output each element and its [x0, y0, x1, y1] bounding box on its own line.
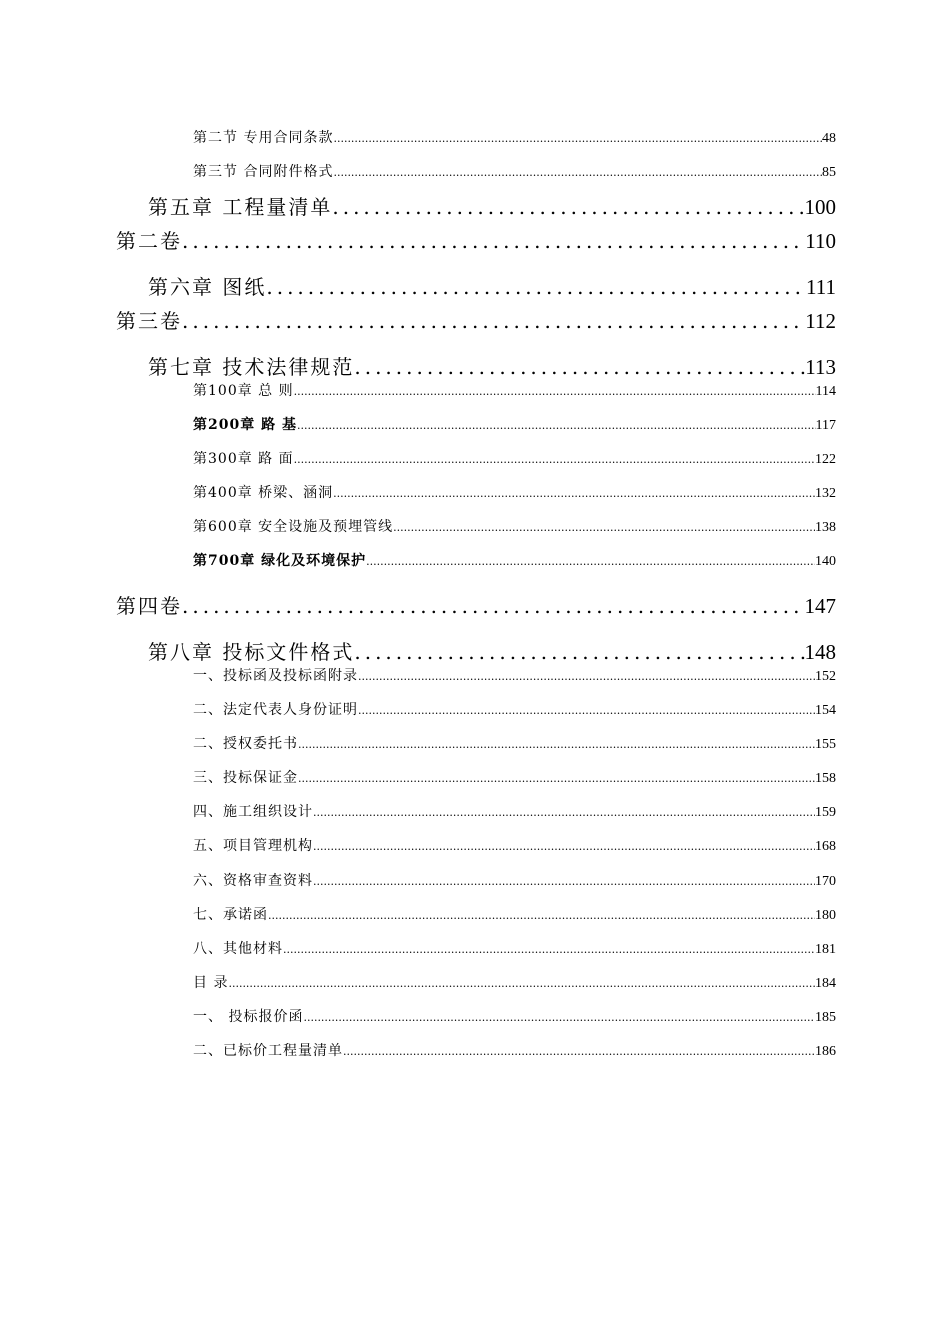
dot-leader — [182, 594, 805, 618]
toc-entry-contents[interactable] — [193, 972, 836, 992]
dot-leader — [366, 555, 815, 568]
toc-entry-chapter-7[interactable] — [148, 351, 836, 381]
toc-page-number: 152 — [815, 669, 836, 684]
toc-entry-title: 二、法定代表人身份证明 — [193, 702, 358, 718]
dot-leader — [354, 640, 804, 664]
toc-entry-price-letter[interactable] — [193, 1006, 836, 1026]
toc-entry-title: 第三卷 — [116, 309, 182, 333]
toc-entry-other-materials[interactable] — [193, 938, 836, 958]
toc-page-number: 122 — [815, 452, 836, 467]
toc-entry-volume-2[interactable] — [116, 225, 836, 255]
toc-page-number: 140 — [815, 554, 836, 569]
toc-entry-title: 第三节 合同附件格式 — [193, 164, 334, 180]
toc-entry-title: 一、 投标报价函 — [193, 1009, 304, 1025]
toc-entry-title: 第100章 总 则 — [193, 383, 294, 399]
toc-entry-volume-4[interactable] — [116, 590, 836, 620]
toc-entry-special-contract-terms[interactable] — [193, 127, 836, 147]
toc-page-number: 170 — [815, 874, 836, 889]
toc-entry-title: 目 录 — [193, 975, 229, 991]
toc-entry-title: 六、资格审查资料 — [193, 873, 313, 889]
toc-entry-title: 五、项目管理机构 — [193, 838, 313, 854]
toc-entry-title: 七、承诺函 — [193, 907, 268, 923]
toc-page-number: 147 — [804, 594, 836, 618]
toc-entry-title: 第八章 投标文件格式 — [148, 640, 355, 664]
dot-leader — [358, 704, 815, 717]
toc-entry-chapter-8[interactable] — [148, 636, 836, 666]
toc-page-number: 185 — [815, 1010, 836, 1025]
toc-entry-title: 三、投标保证金 — [193, 770, 298, 786]
toc-entry-project-management[interactable] — [193, 835, 836, 855]
toc-entry-title: 四、施工组织设计 — [193, 804, 313, 820]
toc-page-number: 100 — [804, 195, 836, 219]
toc-entry-chapter-200[interactable] — [193, 414, 836, 434]
toc-page-number: 155 — [815, 737, 836, 752]
toc-entry-priced-bill-of-quantities[interactable] — [193, 1040, 836, 1060]
toc-page-number: 168 — [815, 839, 836, 854]
dot-leader — [298, 772, 815, 785]
toc-page-number: 181 — [815, 942, 836, 957]
toc-page-number: 180 — [815, 908, 836, 923]
toc-entry-title: 第四卷 — [116, 594, 182, 618]
dot-leader — [182, 229, 805, 253]
toc-entry-chapter-600[interactable] — [193, 516, 836, 536]
toc-entry-title: 第五章 工程量清单 — [148, 195, 333, 219]
toc-entry-title: 二、已标价工程量清单 — [193, 1043, 343, 1059]
dot-leader — [228, 977, 815, 990]
dot-leader — [354, 355, 805, 379]
toc-page-number: 159 — [815, 805, 836, 820]
toc-entry-qualification-docs[interactable] — [193, 870, 836, 890]
dot-leader — [182, 309, 805, 333]
dot-leader — [266, 275, 806, 299]
toc-entry-title: 第200章 路 基 — [193, 417, 297, 433]
toc-page-number: 132 — [815, 486, 836, 501]
dot-leader — [313, 840, 815, 853]
toc-entry-title: 第700章 绿化及环境保护 — [193, 553, 367, 569]
dot-leader — [298, 738, 815, 751]
dot-leader — [333, 166, 822, 179]
dot-leader — [333, 132, 822, 145]
toc-entry-title: 第二节 专用合同条款 — [193, 130, 334, 146]
toc-entry-chapter-300[interactable] — [193, 448, 836, 468]
dot-leader — [333, 487, 815, 500]
toc-page-number: 148 — [804, 640, 836, 664]
dot-leader — [332, 195, 804, 219]
toc-page-number: 154 — [815, 703, 836, 718]
toc-entry-title: 一、投标函及投标函附录 — [193, 668, 358, 684]
toc-entry-chapter-100[interactable] — [193, 380, 836, 400]
toc-entry-title: 八、其他材料 — [193, 941, 283, 957]
dot-leader — [294, 453, 815, 466]
toc-entry-title: 第600章 安全设施及预埋管线 — [193, 519, 394, 535]
toc-page-number: 48 — [822, 131, 836, 146]
toc-page-number: 184 — [815, 976, 836, 991]
toc-entry-title: 第七章 技术法律规范 — [148, 355, 355, 379]
toc-entry-title: 第六章 图纸 — [148, 275, 267, 299]
toc-entry-volume-3[interactable] — [116, 305, 836, 335]
dot-leader — [294, 385, 816, 398]
dot-leader — [343, 1045, 815, 1058]
toc-page-number: 85 — [822, 165, 836, 180]
dot-leader — [283, 943, 815, 956]
toc-entry-commitment-letter[interactable] — [193, 904, 836, 924]
toc-entry-chapter-5[interactable] — [148, 191, 836, 221]
toc-entry-title: 第300章 路 面 — [193, 451, 294, 467]
toc-entry-title: 第二卷 — [116, 229, 182, 253]
toc-entry-construction-design[interactable] — [193, 801, 836, 821]
dot-leader — [313, 875, 815, 888]
toc-page-number: 110 — [805, 229, 836, 253]
toc-page-number: 138 — [815, 520, 836, 535]
toc-entry-title: 第400章 桥梁、涵洞 — [193, 485, 334, 501]
dot-leader — [303, 1011, 815, 1024]
toc-entry-power-of-attorney[interactable] — [193, 733, 836, 753]
toc-page-number: 117 — [815, 418, 836, 433]
toc-entry-chapter-400[interactable] — [193, 482, 836, 502]
dot-leader — [393, 521, 815, 534]
dot-leader — [358, 670, 815, 683]
toc-page-number: 112 — [805, 309, 836, 333]
toc-page-number: 158 — [815, 771, 836, 786]
toc-entry-chapter-700[interactable] — [193, 550, 836, 570]
toc-entry-bid-bond[interactable] — [193, 767, 836, 787]
toc-page-number: 186 — [815, 1044, 836, 1059]
toc-entry-chapter-6[interactable] — [148, 271, 836, 301]
toc-entry-legal-rep-id[interactable] — [193, 699, 836, 719]
toc-page-number: 113 — [805, 355, 836, 379]
toc-entry-bid-letter[interactable] — [193, 665, 836, 685]
dot-leader — [268, 909, 815, 922]
toc-entry-title: 二、授权委托书 — [193, 736, 298, 752]
dot-leader — [297, 419, 816, 432]
toc-entry-contract-annex-format[interactable] — [193, 161, 836, 181]
toc-page-number: 114 — [815, 384, 836, 399]
dot-leader — [313, 806, 815, 819]
toc-page-number: 111 — [806, 275, 836, 299]
